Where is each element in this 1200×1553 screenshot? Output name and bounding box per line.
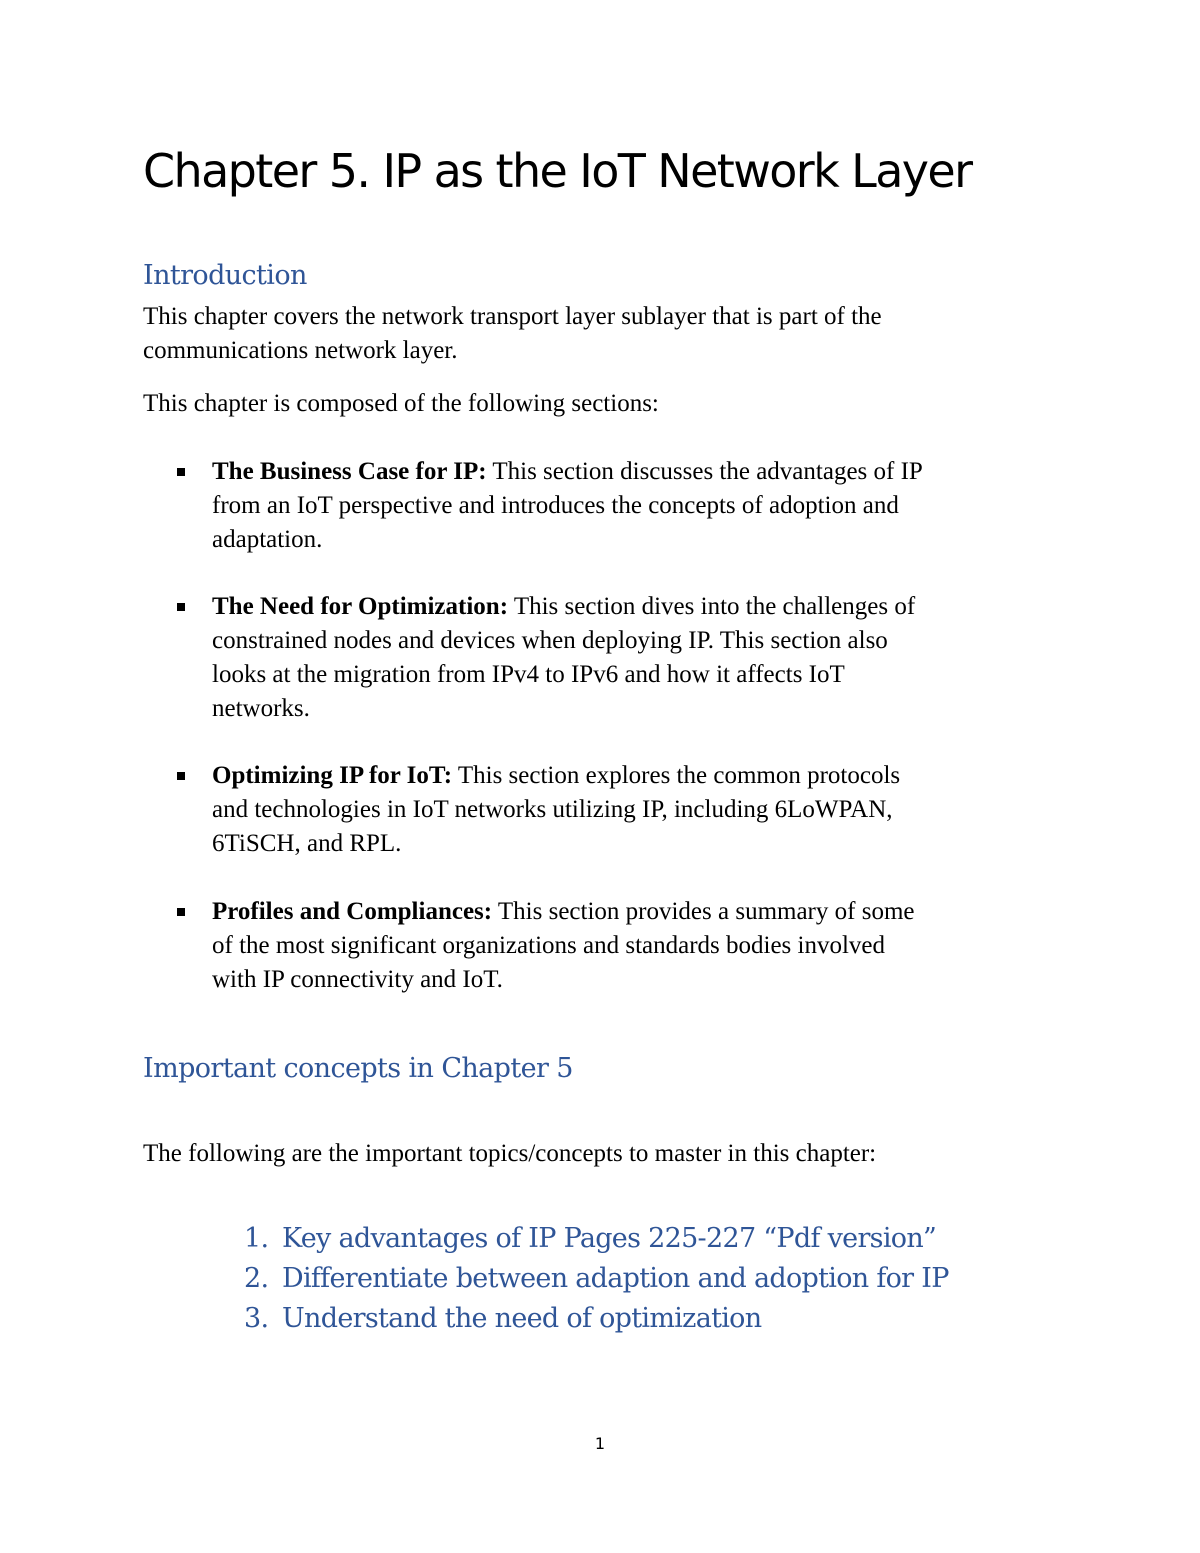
bullet-line: and technologies in IoT networks utilizing IP, including 6LoWPAN, bbox=[212, 796, 893, 823]
concept-number: 1. bbox=[244, 1223, 269, 1254]
section-bullet-business-case bbox=[212, 455, 923, 557]
bullet-text: This section dives into the challenges of bbox=[508, 593, 916, 620]
section-bullet-optimizing-ip bbox=[212, 759, 900, 861]
bullet-text: This section explores the common protocols bbox=[452, 762, 901, 789]
introduction-line: communications network layer. bbox=[143, 337, 458, 364]
square-bullet-icon bbox=[177, 468, 185, 476]
concept-item bbox=[244, 1219, 949, 1259]
concept-text: Understand the need of optimization bbox=[282, 1303, 762, 1334]
square-bullet-icon bbox=[177, 908, 185, 916]
square-bullet-icon bbox=[177, 772, 185, 780]
bullet-label: The Need for Optimization: bbox=[212, 593, 509, 620]
section-bullet-need-for-optimization bbox=[212, 590, 915, 726]
bullet-text: This section discusses the advantages of IP bbox=[486, 458, 923, 485]
concepts-intro: The following are the important topics/concepts to master in this chapter: bbox=[143, 1140, 877, 1167]
page-number: 1 bbox=[594, 1434, 606, 1453]
bullet-first-line bbox=[212, 455, 923, 489]
concept-text: Key advantages of IP Pages 225-227 “Pdf version” bbox=[282, 1223, 937, 1254]
bullet-line: from an IoT perspective and introduces the concepts of adoption and bbox=[212, 492, 899, 519]
bullet-line: 6TiSCH, and RPL. bbox=[212, 830, 402, 857]
bullet-line: of the most significant organizations and standards bodies involved bbox=[212, 932, 886, 959]
bullet-line: looks at the migration from IPv4 to IPv6 and how it affects IoT bbox=[212, 661, 845, 688]
introduction-heading: Introduction bbox=[143, 260, 307, 291]
introduction-line: This chapter covers the network transport layer sublayer that is part of the bbox=[143, 303, 882, 330]
chapter-title: Chapter 5. IP as the IoT Network Layer bbox=[143, 144, 972, 198]
bullet-label: Profiles and Compliances: bbox=[212, 898, 493, 925]
bullet-line: networks. bbox=[212, 695, 310, 722]
bullet-text: This section provides a summary of some bbox=[492, 898, 915, 925]
bullet-label: The Business Case for IP: bbox=[212, 458, 487, 485]
bullet-line: constrained nodes and devices when deploying IP. This section also bbox=[212, 627, 888, 654]
sections-intro: This chapter is composed of the following sections: bbox=[143, 390, 659, 417]
bullet-line: with IP connectivity and IoT. bbox=[212, 966, 503, 993]
section-bullet-profiles bbox=[212, 895, 914, 997]
bullet-line: adaptation. bbox=[212, 526, 323, 553]
concepts-heading: Important concepts in Chapter 5 bbox=[143, 1053, 573, 1084]
bullet-label: Optimizing IP for IoT: bbox=[212, 762, 453, 789]
concept-number: 3. bbox=[244, 1303, 269, 1334]
bullet-first-line bbox=[212, 895, 914, 929]
concept-item bbox=[244, 1299, 949, 1339]
bullet-first-line bbox=[212, 590, 915, 624]
concept-item bbox=[244, 1259, 949, 1299]
bullet-first-line bbox=[212, 759, 900, 793]
square-bullet-icon bbox=[177, 603, 185, 611]
concept-number: 2. bbox=[244, 1263, 269, 1294]
introduction-paragraph bbox=[143, 300, 882, 368]
concepts-list bbox=[244, 1219, 949, 1339]
concept-text: Differentiate between adaption and adoption for IP bbox=[282, 1263, 949, 1294]
